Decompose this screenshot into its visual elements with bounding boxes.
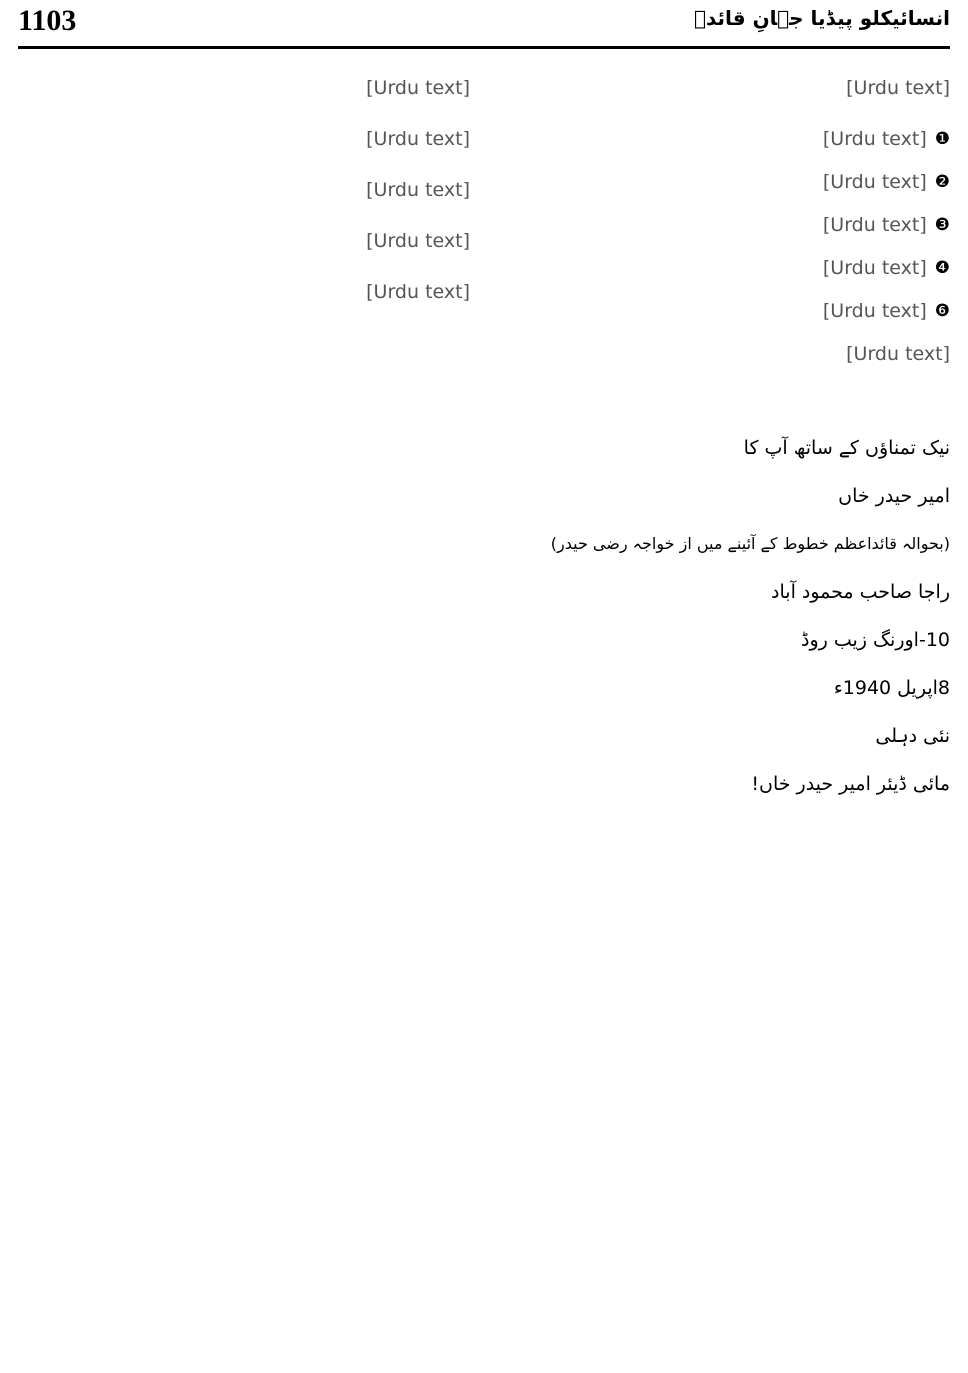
bullet-3-icon: ❸ xyxy=(934,215,950,235)
paragraph: [Urdu text] xyxy=(366,230,470,252)
list-item xyxy=(498,290,950,333)
paragraph: [Urdu text] xyxy=(366,179,470,201)
bullet-1-icon: ❶ xyxy=(934,129,950,149)
address: 10-اورنگ زیب روڈ xyxy=(801,629,950,651)
left-column xyxy=(18,67,470,808)
signature: امیر حیدر خاں xyxy=(838,485,950,507)
list-item-text: [Urdu text] xyxy=(822,171,927,193)
right-column xyxy=(498,67,950,808)
paragraph: [Urdu text] xyxy=(366,128,470,150)
bullet-4-icon: ❹ xyxy=(934,258,950,278)
paragraph: [Urdu text] xyxy=(366,281,470,303)
letter-signature-block xyxy=(498,424,950,808)
list-item-text: [Urdu text] xyxy=(822,300,927,322)
bullet-6-icon: ❻ xyxy=(934,301,950,321)
addressee: راجا صاحب محمود آباد xyxy=(771,581,950,603)
city: نئی دہلی xyxy=(875,725,950,747)
text-columns xyxy=(18,67,950,808)
list-item xyxy=(498,161,950,204)
running-title: انسائیکلو پیڈیا جہانِ قائدؒ xyxy=(693,6,950,30)
list-item xyxy=(498,204,950,247)
page-header xyxy=(18,0,950,49)
paragraph: [Urdu text] xyxy=(366,77,470,99)
list-item-text: [Urdu text] xyxy=(822,257,927,279)
list-item xyxy=(498,118,950,161)
list-item-text: [Urdu text] xyxy=(822,214,927,236)
closing-line: نیک تمناؤں کے ساتھ آپ کا xyxy=(743,437,950,459)
list-item-text: [Urdu text] xyxy=(822,128,927,150)
paragraph: [Urdu text] xyxy=(846,343,950,365)
date: 8اپریل 1940ء xyxy=(833,677,950,699)
bullet-2-icon: ❷ xyxy=(934,172,950,192)
list-item xyxy=(498,247,950,290)
page-number: 1103 xyxy=(18,4,77,37)
salutation: مائی ڈیئر امیر حیدر خاں! xyxy=(751,773,950,795)
source-note: (بحوالہ قائداعظم خطوط کے آئینے میں از خواجہ رضی حیدر) xyxy=(550,534,950,553)
paragraph: [Urdu text] xyxy=(846,77,950,99)
